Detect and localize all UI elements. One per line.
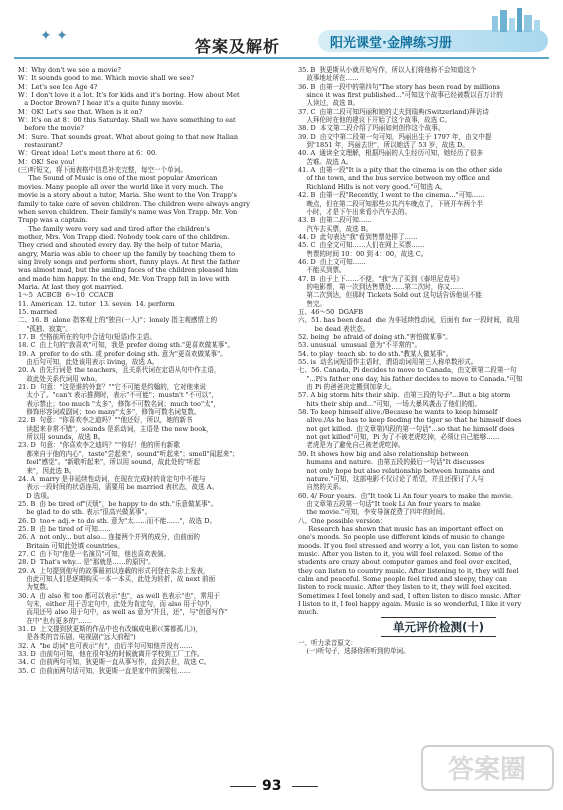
birds-icon: ✦ ✦ bbox=[40, 28, 68, 44]
left-column-line: before the movie? bbox=[18, 124, 84, 133]
left-column-line: 而用还号 also 用于句中，as well as 意为"并且，还"，与"创意写作" bbox=[18, 608, 228, 617]
right-column-line: not get killed"可知，Pi 为了不被老虎吃掉，必须让自己能够…… bbox=[298, 433, 500, 442]
left-column-line: 23. D 句意："你喜欢李之迪吗？""你好！他的所有新歌 bbox=[18, 441, 180, 450]
watermark-text: 答案圈 bbox=[447, 755, 527, 785]
right-column-line: 由文章第五段第一句话"It took Li An four years to make bbox=[298, 499, 481, 508]
header-left-title: 答案及解析 bbox=[195, 37, 281, 56]
right-column-line: 52. being be afraid of doing sth."害怕做某事"。 bbox=[298, 333, 452, 341]
right-column-line: 五、46～50 DGAFB bbox=[298, 307, 364, 316]
watermark-logo bbox=[420, 742, 555, 806]
right-column-line: 故事地址所在…… bbox=[298, 74, 359, 83]
right-column-line: 37. C 由第二段可知玛丽和她的丈夫到瑞典(Switzerland)拜访诗 bbox=[298, 107, 489, 116]
right-column-line: they can listen to country music. After listening to it, they will feel bbox=[298, 566, 519, 575]
right-column-line: 不能买到票。 bbox=[298, 266, 346, 275]
right-column-line: the movie."可知，李安导演花费了四年的时间。 bbox=[298, 508, 449, 517]
right-column-line: 到"1851 年，玛丽去世"，所以她活了 53 岁，故选 D。 bbox=[298, 141, 469, 150]
left-column-line: M：OK! See you! bbox=[18, 157, 76, 166]
right-column-line: 59. It shows how big and also relationship between bbox=[298, 449, 469, 458]
left-column-line: feel"感觉"。"新歌听起来"，所以用 sound，故此处的"听起 bbox=[18, 458, 201, 467]
left-column-line: Britain 可知此处填 countries。 bbox=[18, 541, 124, 550]
right-column-line: 售完。 bbox=[298, 299, 326, 308]
left-column-line: They cried and shouted every day. By the help of tutor Maria, bbox=[18, 241, 223, 250]
left-column-line: 22. B 句意："你喜欢李之迪吗？""他还好，所以，她的新书 bbox=[18, 416, 193, 425]
right-column-line: 七、56. Canada, Pi decides to move to Canada，由文章第二段第一句 bbox=[298, 366, 517, 375]
right-column-line: 的电影票，第一次到达售票处……第二次时，你又…… bbox=[298, 282, 464, 291]
right-column-line: 八、One possible version： bbox=[298, 516, 387, 525]
left-column-line: W：Great idea! Let's meet there at 6：00. bbox=[18, 149, 158, 158]
left-column-line: angry, Maria was able to cheer up the family by teaching them to bbox=[18, 249, 236, 258]
left-column-line: M：Sure. That sounds great. What about going to that new Italian bbox=[18, 132, 239, 141]
right-column-line: 苦难。故选 A。 bbox=[298, 157, 353, 166]
left-column-line: 句末，either 用于否定句中，此处为肯定句，而 also 用于句中， bbox=[18, 600, 217, 608]
right-column-line: 汽车去买票，故选 B。 bbox=[298, 224, 373, 233]
left-column-line: 34. C 由前两句可知，狄更斯一直从事写作，直到去世，故选 C。 bbox=[18, 658, 211, 667]
right-column bbox=[298, 66, 553, 617]
right-column-line: 小时，才是下午出来看小汽车去的。 bbox=[298, 207, 412, 216]
right-column-line: alive./As he has to keep feeding the tiger so that he himself does bbox=[298, 416, 522, 425]
right-column-line: moods. If you feel stressed and worry a lot, you can listen to some bbox=[298, 541, 519, 550]
left-column-line: W：It sounds good to me. Which movie shall we see? bbox=[18, 74, 195, 83]
right-column-line: listen to rock music. After they listen to it, they will feel excited. bbox=[298, 583, 512, 592]
left-column-line: 15. married bbox=[18, 307, 58, 316]
left-column-line: D 选项。 bbox=[18, 491, 54, 500]
left-column-line: was almost mad, but the smiling faces of the children pleased him bbox=[18, 266, 239, 275]
left-column-line: 21. D 句意："这是谁的外套？""它不可能是约翰的，它对他来说 bbox=[18, 383, 207, 392]
left-column-line: 来"，因此选 B。 bbox=[18, 466, 76, 475]
right-column-line: 55. is 动名词短语作主语时，谓语动词用第三人称单数形式。 bbox=[298, 358, 478, 367]
left-column-line: 故此处关系代词用 who。 bbox=[18, 374, 102, 383]
left-column-line: M：Let's see Ice Age 4? bbox=[18, 82, 98, 91]
left-column-line: 太小了。"can't 表示推测时，表示"不可能"；mustn't "不可以"， bbox=[18, 391, 218, 400]
left-column-line: 33. D 由前句可知，他在很年轻的时候就离开学校到工厂工作。 bbox=[18, 650, 204, 659]
left-column-line: 24. A marry 是非延续性动词，在现在完成时的肯定句中不能与 bbox=[18, 474, 206, 483]
right-column-line: not only hope but also relationship between humans and bbox=[298, 466, 495, 475]
left-column-line: 30. A 由 also 和 too 都可以表示"也"，as well 也表示"也"，常用于 bbox=[18, 591, 220, 600]
right-column-line: 44. D 此句表达"我"看到售票处排了…… bbox=[298, 232, 418, 241]
left-column-line: Maria. At last they got married. bbox=[18, 282, 124, 291]
right-column-line: 41. A 由第一段"It is a pity that the cinema is on the other side bbox=[298, 166, 503, 175]
right-column-line: 自然的关系。 bbox=[298, 483, 346, 492]
page-number: 93 bbox=[262, 778, 282, 794]
right-column-line: much. bbox=[298, 608, 319, 617]
right-column-line: 47. B 由于上下……不便，"我"为了买到《泰坦尼克号》 bbox=[298, 274, 463, 283]
right-column-line: Sometimes I feel lonely and sad, I often listen to disco music. After bbox=[298, 591, 521, 600]
right-column-line: 42. B 由第一段"Recently, I went to the cinema..."可知…… bbox=[298, 191, 485, 200]
right-column-line: I listen to it, I feel happy again. Music is so wonderful, I like it very bbox=[298, 600, 522, 608]
right-column-line: be dead 表状态。 bbox=[298, 324, 370, 333]
left-column-line: Trapp was a captain. bbox=[18, 216, 88, 225]
right-column-line: 老虎是为了避免自己被老虎吃掉。 bbox=[298, 441, 405, 450]
page-number-rule-right bbox=[292, 786, 318, 787]
right-tail-line: (一)听句子，选择你所听到的单词。 bbox=[298, 647, 410, 656]
left-column-line: M：Why don't we see a movie? bbox=[18, 66, 121, 74]
right-column-line: 60. 4/ Four years. 由"It took Li An four years to make the movie. bbox=[298, 491, 513, 500]
left-column-line: 27. C 由下句"他是一名演员"可知，他也喜欢表演。 bbox=[18, 549, 171, 558]
left-column-line: 二、16. B alone 指客观上的"独自(一人)"；lonely 指主观感情上的 bbox=[18, 316, 218, 325]
right-column-line: humans and nature. 由第五段的最后一句话"It discusses bbox=[298, 458, 485, 467]
right-column-line: 人拜伦时在他的建议下开始了这个故事，故选 C。 bbox=[298, 116, 451, 125]
left-column-line: 17. B 空格前所在的句中合适句(短语)作主语。 bbox=[18, 333, 156, 341]
left-column-line: W：It's on at 8：00 this Saturday. Shall we have something to eat bbox=[18, 116, 236, 125]
right-tail-line: 一、听力录音原文： bbox=[298, 639, 357, 647]
right-column-line: not get killed. 由文章第四段的第一句话"...so that he himself does bbox=[298, 424, 515, 433]
right-column-line: one's moods. So people use different kinds of music to change bbox=[298, 533, 505, 542]
page-header bbox=[0, 0, 563, 62]
left-column-line: 都来自于他的内心"，taste"尝起来"，sound"听起来"；smell"闻起来"； bbox=[18, 449, 239, 458]
right-column-line: 43. B 由第二段可知…… bbox=[298, 216, 372, 225]
right-column-line: 六、51. has been dead die 为非延续性动词，后面有 for 一段时间，故用 bbox=[298, 316, 520, 325]
header-rule bbox=[14, 57, 549, 59]
section-title: 单元评价检测(十) bbox=[381, 617, 496, 637]
right-column-line: 45. C 由全文可知……人们在网上买票…… bbox=[298, 241, 425, 250]
right-column-line: 46. D 由上文可知…… bbox=[298, 257, 366, 266]
right-column-line: Research has shown that music has an important effect on bbox=[298, 524, 504, 533]
left-column-line: when seven children. Their family's name was Von Trapp. Mr. Von bbox=[18, 207, 238, 216]
left-column-line: 32. A "be 动词"也可表示"有"，由后半句可知他并没有…… bbox=[18, 641, 193, 650]
left-column-line: 18. C 由上句的"我喜欢"可知，我是 prefer doing sth."更喜欢做某事"。 bbox=[18, 341, 234, 350]
left-column-line: movie is a story about a tutor, Maria. She went to the Von Trapp's bbox=[18, 191, 237, 200]
header-right-banner bbox=[318, 30, 548, 52]
left-column-line: movies. Many people all over the world like it very much. The bbox=[18, 182, 224, 191]
left-column-line: W：I don't love it a lot. It's for kids and it's boring. How about Met bbox=[18, 91, 240, 100]
left-column bbox=[18, 66, 288, 675]
left-column-line: The family were very sad and tired after the children's bbox=[18, 224, 210, 233]
right-column-line: students are crazy about computer games and feel over excited, bbox=[298, 558, 512, 567]
right-column-line: 36. B 由第一段中的第四句"The story has been read by millions bbox=[298, 82, 500, 91]
left-column-line: 表示一段时间的状语连用，需要用 be married 表状态，故选 A。 bbox=[18, 483, 219, 492]
left-column-line: "孤独、寂寞"。 bbox=[18, 324, 72, 333]
left-column-line: restaurant? bbox=[18, 141, 63, 150]
right-column-line: 售票的时间 10：00 到 4：00，故选 C。 bbox=[298, 249, 428, 258]
left-column-line: The Sound of Music is one of the most popular American bbox=[18, 174, 218, 183]
left-column-line: 1～5 ACBCB 6～10 CCACB bbox=[18, 291, 114, 300]
left-column-line: 29. A 上句提到他写的故事最初以连载的形式刊登在杂志上发表， bbox=[18, 566, 210, 575]
left-column-line: 所以用 sounds，故选 B。 bbox=[18, 433, 105, 442]
left-column-line: 28. D That's why... 是"那就是……的原因"。 bbox=[18, 558, 155, 567]
right-column-line: 人读过，故选 B。 bbox=[298, 99, 360, 108]
right-column-line: 由 Pi 的爸爸决定搬到加拿大。 bbox=[298, 383, 396, 392]
right-column-line: calm and peaceful. Some people feel tired and sleepy, they can bbox=[298, 574, 507, 583]
header-right-title: 阳光课堂·金牌练习册 bbox=[330, 36, 452, 51]
right-column-line: 53. unusual unusual 意为"不平常的"。 bbox=[298, 341, 422, 350]
left-column-line: 20. A 由先行词是 the teachers，且关系代词在定语从句中作主语， bbox=[18, 366, 221, 375]
right-column-line: nature."可知，这部电影不仅讨论了希望，并且还探讨了人与 bbox=[298, 474, 484, 483]
left-column-line: mother, Mrs. Von Trapp died. Nobody took care of the children. bbox=[18, 232, 230, 241]
right-column-line: 58. To keep himself alive./Because he wants to keep himself bbox=[298, 408, 498, 417]
right-column-line: 38. D 本文第二段介绍了玛丽如何创作这个故事。 bbox=[298, 124, 445, 133]
left-column-line: and made him happy. In the end, Mr. Von Trapp fell in love with bbox=[18, 274, 230, 283]
right-column-line: 第二次到达，但那时 Tickets Sold out 这句话告诉他说不能 bbox=[298, 291, 482, 300]
right-column-line: 35. B 狄更斯从小就开始写作，所以人们将他称不会知道这个 bbox=[298, 66, 477, 74]
right-column-line: music. After you listen to it, you will feel relaxed. Some of the bbox=[298, 549, 504, 558]
left-column-line: family to take care of seven children. The children were always angry bbox=[18, 199, 250, 208]
right-column-line: hits their ship and..."可知，一场大暴风袭击了他们的船。 bbox=[298, 399, 481, 408]
left-column-line: 修饰形容词或副词；too many"太多"，修饰可数名词复数。 bbox=[18, 408, 201, 417]
left-column-line: 19. A prefer to do sth. 或 prefer doing sth. 意为"更喜欢做某事"。 bbox=[18, 349, 227, 358]
left-column-line: 35. C 由前面两句话可知，狄更斯一直是家中的顶梁柱…… bbox=[18, 666, 191, 675]
left-column-line: sing lively songs and perform short, funny plays. At first the father bbox=[18, 257, 240, 266]
left-column-line: 11. American 12. tutor 13. seven 14. perform bbox=[18, 299, 175, 308]
left-column-line: M：OK! Let's see that. When is it on? bbox=[18, 107, 143, 116]
left-column-line: 25. B 由 be tired of 可知…… bbox=[18, 524, 111, 533]
left-column-line: 表示禁止；too much "太多"，修饰不可数名词；much too"太"， bbox=[18, 399, 221, 408]
left-column-line: 由后句可知，此处该用表示 living，故选 A。 bbox=[18, 358, 159, 367]
left-column-line: 26. A not only... but also... 连接两个并列的成分，由前面的 bbox=[18, 533, 200, 542]
right-column-line: 57. A big storm hits their ship. 由第三段的句子"...But a big storm bbox=[298, 391, 511, 400]
left-column-line: (三)听短文，将下面表格中信息补充完整，每空一个单词。 bbox=[18, 166, 187, 175]
right-column-line: 54. to play teach sb. to do sth."教某人做某事"。 bbox=[298, 349, 453, 358]
right-column-line: Richland Hills is not very good."可知选 A。 bbox=[298, 182, 447, 191]
right-column-line: of the town, and the bus service between my office and bbox=[298, 174, 490, 183]
left-column-line: be glad to do sth. 表示"很高兴做某事"。 bbox=[18, 508, 152, 517]
left-column-line: 25. B 由 be tired of"厌烦"，be happy to do sth."乐意做某事"。 bbox=[18, 499, 218, 508]
right-tail bbox=[298, 639, 410, 656]
left-column-line: 26. D too+ adj.+ to do sth. 意为"太……而不能……"，故选 D。 bbox=[18, 516, 217, 525]
right-column-line: "...Pi's father one day, his father decides to move to Canada."可知 bbox=[298, 374, 523, 383]
right-column-line: 39. D 由文中第二段第一句可知，玛丽出生于 1797 年，由文中提 bbox=[298, 132, 492, 141]
right-column-line: 40. A 通读全文理解，根据玛丽的人生经历可知，她经历了很多 bbox=[298, 149, 484, 158]
page-number-rule-left bbox=[230, 786, 256, 787]
left-column-line: 是各类的音乐剧，电视剧("远大前程") bbox=[18, 633, 136, 642]
left-column-line: 读起来非常不错"，sounds 是系动词，主语是 the new book， bbox=[18, 424, 213, 433]
left-column-line: a Doctor Brown? I hear it's a quite funny movie. bbox=[18, 99, 184, 108]
city-skyline-icon bbox=[488, 6, 548, 32]
left-column-line: 31. D 上文提到狄更斯的作品中也有改编成电影(《雾都孤儿》)， bbox=[18, 625, 203, 634]
left-column-line: 由此可知人们是逐期购买一本一本买，此处为转折，故 next 前面 bbox=[18, 574, 216, 583]
right-column-line: since it was first published..."可知这个故事已经被数以百万计的 bbox=[298, 91, 503, 100]
right-column-line: 晚点，但在第二段可知那些公共汽车晚点了，下班开车两个半 bbox=[298, 199, 484, 208]
left-column-line: 在中"也有更多的"…… bbox=[18, 616, 92, 625]
left-column-line: 为复数。 bbox=[18, 583, 53, 592]
